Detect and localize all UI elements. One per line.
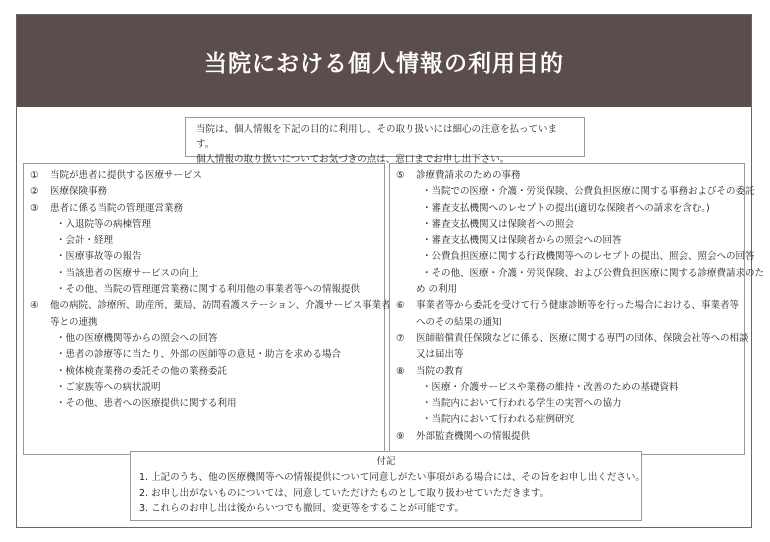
- note-item: 2. お申し出がないものについては、同意していただけたものとして取り扱わせていただきます。: [139, 487, 550, 499]
- item-text: 外部監査機関への情報提供: [416, 430, 531, 442]
- list-item: [396, 364, 738, 380]
- item-number: ④: [30, 300, 39, 312]
- sub-item: ・審査支払機関又は保険者への照会: [422, 218, 575, 230]
- item-text: 他の病院、診療所、助産所、薬局、訪問看護ステーション、介護サービス事業者: [50, 300, 391, 312]
- item-text: 当院が患者に提供する医療サービス: [50, 170, 203, 181]
- item-number: ⑤: [396, 170, 405, 181]
- item-continuation: 等との連携: [50, 316, 98, 328]
- sub-item: ・他の医療機関等からの照会への回答: [56, 332, 218, 344]
- note-item: 3. これらのお申し出は後からいつでも撤回、変更等をすることが可能です。: [139, 503, 464, 514]
- sub-item: ・ご家族等への病状説明: [56, 381, 161, 393]
- list-item: [30, 168, 378, 184]
- intro-line: 当院は、個人情報を下記の目的に利用し、その取り扱いには細心の注意を払っています。: [196, 124, 558, 150]
- sub-item: ・医療事故等の報告: [56, 251, 142, 263]
- list-item: [30, 298, 391, 314]
- purposes-left-column: [23, 163, 391, 455]
- item-text: 当院の教育: [416, 365, 464, 377]
- sub-item: ・その他、当院の管理運営業務に関する利用他の事業者等への情報提供: [56, 284, 361, 296]
- purposes-right-column: [389, 163, 765, 455]
- sub-item: ・医療・介護サービスや業務の維持・改善のための基礎資料: [422, 381, 679, 393]
- list-item: [396, 298, 738, 314]
- sub-item: ・審査支払機関又は保険者からの照会への回答: [422, 235, 622, 247]
- item-number: ⑧: [396, 365, 405, 377]
- item-text: 医療保険事務: [50, 186, 108, 198]
- item-number: ⑨: [396, 430, 405, 442]
- item-number: ⑥: [396, 300, 405, 312]
- item-text: 診療費請求のための事務: [416, 170, 521, 181]
- list-item: [396, 429, 738, 445]
- sub-item: ・当該患者の医療サービスの向上: [56, 267, 199, 279]
- title-banner: [17, 15, 751, 107]
- note-item: 1. 上記のうち、他の医療機関等への情報提供について同意しがたい事項がある場合には、その旨をお申し出ください。: [139, 472, 645, 483]
- item-number: ⑦: [396, 332, 405, 344]
- intro-box: [185, 117, 585, 165]
- item-number: ①: [30, 170, 39, 181]
- list-item: [30, 201, 378, 217]
- item-continuation: 又は届出等: [416, 349, 464, 361]
- sub-item: ・当院内において行われる症例研究: [422, 414, 575, 426]
- notes-title: 付記: [376, 456, 396, 467]
- item-number: ③: [30, 202, 39, 214]
- sub-item: ・その他、患者への医療提供に関する利用: [56, 398, 237, 410]
- item-text: 患者に係る当院の管理運営業務: [50, 202, 184, 214]
- document-frame: [16, 14, 765, 528]
- notes-box: [130, 451, 645, 521]
- item-continuation: へのその結果の通知: [416, 316, 502, 328]
- sub-item: ・患者の診療等に当たり、外部の医師等の意見・助言を求める場合: [56, 349, 342, 361]
- list-item: [396, 331, 749, 347]
- item-continuation: め の利用: [416, 284, 458, 296]
- sub-item: ・検体検査業務の委託その他の業務委託: [56, 365, 228, 377]
- sub-item: ・その他、医療・介護・労災保険、および公費負担医療に関する診療費請求のた: [422, 267, 765, 279]
- sub-item: ・入退院等の病棟管理: [56, 218, 152, 230]
- sub-item: ・審査支払機関へのレセプトの提出(適切な保険者への請求を含む。): [422, 202, 710, 214]
- sub-item: ・公費負担医療に関する行政機関等へのレセプトの提出、照会、照会への回答: [422, 251, 755, 263]
- list-item: [396, 168, 738, 184]
- sub-item: ・当院内において行われる学生の実習への協力: [422, 398, 622, 410]
- intro-line: 個人情報の取り扱いについてお気づきの点は、窓口までお申し出下さい。: [196, 154, 510, 165]
- item-text: 医師賠償責任保険などに係る、医療に関する専門の団体、保険会社等への相談: [416, 332, 749, 344]
- sub-item: ・当院での医療・介護・労災保険、公費負担医療に関する事務およびその委託: [422, 186, 755, 198]
- list-item: [30, 184, 378, 200]
- item-text: 事業者等から委託を受けて行う健康診断等を行った場合における、事業者等: [416, 300, 740, 312]
- page-title: 当院における個人情報の利用目的: [204, 50, 564, 77]
- item-number: ②: [30, 186, 39, 198]
- sub-item: ・会計・経理: [56, 235, 114, 247]
